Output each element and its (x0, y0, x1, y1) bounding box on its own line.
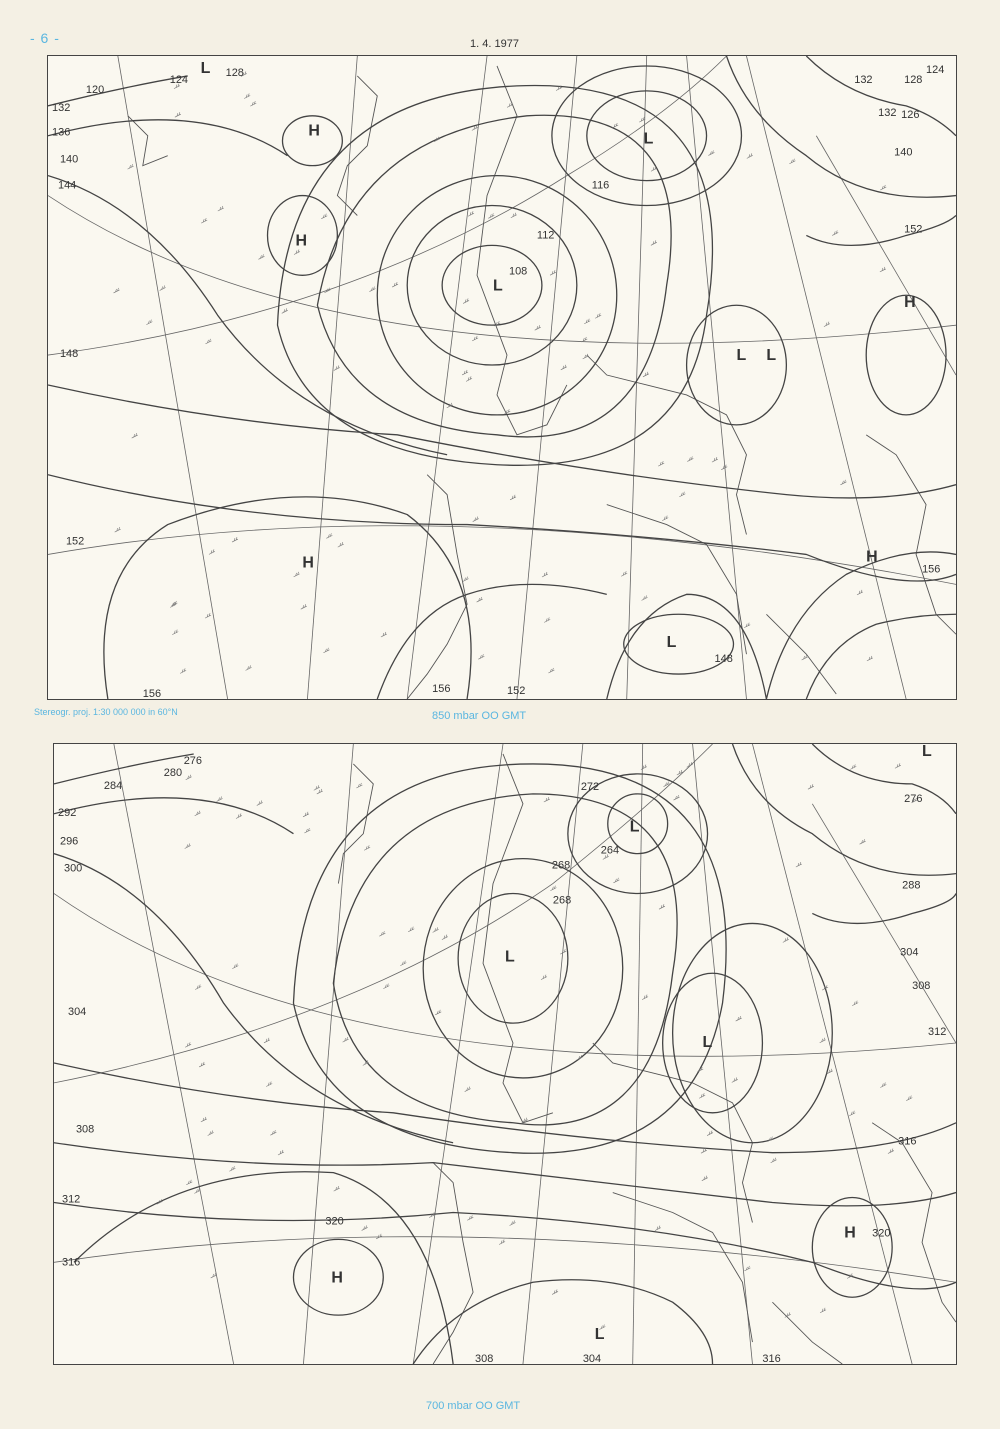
projection-note: Stereogr. proj. 1:30 000 000 in 60°N (34, 707, 178, 717)
station-mark (317, 789, 323, 794)
station-mark (674, 795, 680, 800)
station-mark (468, 211, 474, 216)
svg-text:276: 276 (183, 754, 203, 767)
center-label: L (922, 744, 932, 760)
station-mark (550, 270, 556, 275)
station-mark (581, 337, 587, 342)
station-mark (180, 668, 186, 673)
svg-text:124: 124 (169, 73, 189, 86)
station-mark (258, 254, 264, 259)
center-label: L (702, 1034, 713, 1052)
station-mark (747, 153, 753, 158)
station-mark (824, 322, 830, 327)
page-date: 1. 4. 1977 (470, 38, 519, 50)
station-mark (659, 904, 665, 909)
station-mark (379, 931, 385, 936)
station-mark (850, 764, 856, 769)
station-mark (621, 571, 627, 576)
center-label: H (331, 1269, 343, 1287)
station-mark (732, 1077, 738, 1082)
station-mark (244, 94, 250, 99)
station-mark (294, 572, 300, 577)
station-mark (132, 433, 138, 438)
station-mark (236, 813, 242, 818)
svg-text:120: 120 (85, 83, 105, 96)
center-label: L (736, 347, 747, 365)
station-mark (376, 1234, 382, 1239)
station-mark (860, 839, 866, 844)
center-label: L (493, 277, 503, 295)
station-mark (707, 1131, 713, 1136)
station-mark (840, 480, 846, 485)
svg-text:300: 300 (63, 862, 83, 875)
contour-labels (58, 755, 946, 1364)
station-mark (477, 597, 483, 602)
station-mark (802, 655, 808, 660)
svg-text:156: 156 (432, 683, 451, 696)
svg-text:264: 264 (600, 844, 620, 857)
svg-text:320: 320 (872, 1227, 891, 1240)
svg-text:312: 312 (928, 1026, 947, 1039)
map-850mbar (47, 55, 957, 700)
station-mark (708, 150, 714, 155)
station-mark (185, 1042, 191, 1047)
station-mark (264, 1038, 270, 1043)
station-mark (334, 1186, 340, 1191)
station-mark (356, 783, 362, 788)
station-mark (677, 770, 683, 775)
map-700mbar (53, 743, 957, 1365)
station-mark (857, 590, 863, 595)
station-mark (400, 961, 406, 966)
svg-text:296: 296 (59, 835, 79, 848)
svg-text:304: 304 (900, 946, 919, 959)
station-mark (381, 632, 387, 637)
station-mark (642, 595, 648, 600)
station-mark (488, 213, 494, 218)
station-mark (542, 572, 548, 577)
station-mark (744, 623, 750, 628)
center-label: L (629, 818, 640, 836)
station-mark (323, 648, 329, 653)
station-mark (218, 206, 224, 211)
station-mark (186, 775, 192, 780)
station-mark (209, 549, 215, 554)
svg-text:152: 152 (65, 535, 85, 548)
station-mark (783, 937, 789, 942)
svg-text:316: 316 (762, 1353, 781, 1364)
station-mark (338, 542, 344, 547)
svg-text:132: 132 (51, 101, 71, 114)
svg-text:308: 308 (75, 1123, 95, 1136)
station-mark (146, 320, 152, 325)
station-mark (301, 604, 307, 609)
station-mark (736, 1016, 742, 1021)
svg-text:140: 140 (894, 146, 913, 159)
station-mark (744, 1266, 750, 1271)
svg-text:152: 152 (506, 685, 526, 698)
station-mark (282, 308, 288, 313)
svg-text:312: 312 (61, 1193, 81, 1206)
station-mark (472, 336, 478, 341)
station-observations (157, 762, 921, 1329)
station-mark (771, 1158, 777, 1163)
svg-text:126: 126 (901, 108, 920, 121)
center-label: L (766, 347, 777, 365)
station-mark (270, 1130, 276, 1135)
station-mark (849, 1111, 855, 1116)
station-mark (201, 1117, 207, 1122)
station-mark (535, 325, 541, 330)
station-mark (612, 123, 618, 128)
svg-text:128: 128 (225, 66, 244, 79)
svg-text:140: 140 (59, 153, 79, 166)
station-mark (467, 1215, 473, 1220)
station-mark (544, 797, 550, 802)
station-mark (583, 354, 589, 359)
station-mark (435, 1010, 441, 1015)
pressure-centers (331, 744, 932, 1343)
station-mark (880, 267, 886, 272)
svg-text:132: 132 (878, 106, 897, 119)
svg-text:308: 308 (912, 980, 931, 993)
station-mark (114, 288, 120, 293)
station-mark (679, 492, 685, 497)
station-mark (478, 654, 484, 659)
station-mark (643, 372, 649, 377)
station-mark (888, 1149, 894, 1154)
center-label: H (904, 294, 916, 312)
station-mark (465, 1087, 471, 1092)
station-mark (820, 1038, 826, 1043)
station-mark (544, 617, 550, 622)
station-mark (232, 537, 238, 542)
station-mark (195, 985, 201, 990)
page-number: - 6 - (30, 30, 60, 46)
station-mark (561, 365, 567, 370)
station-mark (250, 101, 256, 106)
svg-text:304: 304 (67, 1006, 87, 1019)
station-mark (392, 282, 398, 287)
station-mark (796, 862, 802, 867)
station-mark (687, 456, 693, 461)
station-mark (880, 1082, 886, 1087)
station-mark (408, 927, 414, 932)
svg-text:320: 320 (325, 1215, 344, 1228)
station-mark (473, 517, 479, 522)
station-mark (175, 112, 181, 117)
svg-text:132: 132 (854, 73, 873, 86)
map-caption-850: 850 mbar OO GMT (432, 710, 527, 722)
station-mark (499, 1240, 505, 1245)
station-mark (326, 533, 332, 538)
station-mark (314, 785, 320, 790)
station-mark (584, 319, 590, 324)
svg-text:316: 316 (898, 1135, 917, 1148)
svg-text:292: 292 (57, 806, 77, 819)
svg-text:152: 152 (904, 223, 923, 236)
center-label: L (200, 59, 211, 77)
center-label: L (666, 634, 677, 652)
station-mark (510, 495, 516, 500)
svg-text:148: 148 (714, 653, 733, 666)
station-mark (595, 313, 601, 318)
center-label: L (594, 1326, 605, 1344)
station-mark (808, 784, 814, 789)
center-label: H (308, 122, 320, 140)
station-mark (550, 886, 556, 891)
station-mark (702, 1176, 708, 1181)
station-mark (852, 1001, 858, 1006)
station-mark (199, 1062, 205, 1067)
station-mark (662, 516, 668, 521)
map-850-svg (48, 56, 956, 699)
station-mark (304, 828, 310, 833)
station-mark (232, 964, 238, 969)
station-mark (205, 339, 211, 344)
station-mark (369, 287, 375, 292)
svg-text:112: 112 (536, 229, 555, 242)
map-700-svg (54, 744, 956, 1364)
station-mark (383, 984, 389, 989)
station-mark (128, 164, 134, 169)
station-mark (246, 665, 252, 670)
svg-text:128: 128 (904, 73, 923, 86)
station-mark (364, 845, 370, 850)
center-label: L (643, 130, 654, 148)
station-mark (294, 250, 300, 255)
station-mark (442, 935, 448, 940)
svg-text:288: 288 (902, 879, 921, 892)
station-mark (613, 878, 619, 883)
station-mark (466, 376, 472, 381)
station-mark (185, 844, 191, 849)
station-mark (552, 1289, 558, 1294)
station-mark (867, 656, 873, 661)
station-mark (201, 218, 207, 223)
coastlines (128, 63, 956, 699)
station-mark (510, 1221, 516, 1226)
svg-text:316: 316 (61, 1256, 81, 1269)
svg-text:304: 304 (582, 1353, 602, 1364)
station-mark (115, 527, 121, 532)
pressure-centers (201, 60, 916, 651)
svg-text:276: 276 (904, 792, 923, 805)
station-mark (463, 577, 469, 582)
station-mark (721, 465, 727, 470)
station-mark (303, 812, 309, 817)
center-label: H (844, 1224, 856, 1242)
graticule (48, 56, 956, 699)
station-mark (278, 1150, 284, 1155)
svg-text:156: 156 (142, 688, 162, 699)
station-mark (463, 298, 469, 303)
svg-text:284: 284 (103, 779, 123, 792)
station-mark (433, 927, 439, 932)
station-mark (712, 457, 718, 462)
station-mark (906, 1096, 912, 1101)
station-mark (651, 240, 657, 245)
station-mark (334, 365, 340, 370)
station-mark (266, 1082, 272, 1087)
center-label: H (866, 548, 878, 566)
svg-text:308: 308 (475, 1353, 494, 1364)
station-mark (195, 811, 201, 816)
svg-text:144: 144 (57, 179, 77, 192)
station-mark (832, 230, 838, 235)
station-mark (343, 1037, 349, 1042)
station-mark (658, 461, 664, 466)
station-mark (789, 159, 795, 164)
svg-text:108: 108 (508, 265, 528, 278)
station-mark (160, 285, 166, 290)
station-mark (511, 213, 517, 218)
height-contours (54, 744, 956, 1364)
station-mark (217, 796, 223, 801)
svg-text:272: 272 (580, 780, 600, 793)
station-mark (641, 765, 647, 770)
svg-text:280: 280 (163, 766, 183, 779)
svg-text:124: 124 (926, 63, 945, 76)
svg-text:268: 268 (552, 894, 572, 907)
station-mark (541, 975, 547, 980)
station-mark (208, 1131, 214, 1136)
station-mark (880, 185, 886, 190)
station-mark (548, 668, 554, 673)
station-mark (655, 1226, 661, 1231)
center-label: L (505, 948, 515, 966)
station-mark (186, 1180, 192, 1185)
station-mark (229, 1166, 235, 1171)
center-label: H (295, 232, 307, 250)
station-mark (321, 214, 327, 219)
station-mark (362, 1225, 368, 1230)
map-caption-700: 700 mbar OO GMT (426, 1400, 521, 1412)
center-label: H (302, 554, 314, 572)
station-mark (767, 1137, 773, 1142)
svg-text:268: 268 (551, 859, 571, 872)
height-contours (48, 56, 956, 699)
station-mark (257, 800, 263, 805)
svg-text:148: 148 (59, 348, 79, 361)
svg-text:156: 156 (922, 563, 941, 576)
graticule (54, 744, 956, 1364)
station-mark (205, 613, 211, 618)
station-mark (895, 763, 901, 768)
svg-text:136: 136 (51, 126, 71, 139)
svg-text:116: 116 (591, 179, 610, 192)
station-mark (172, 630, 178, 635)
station-mark (462, 370, 468, 375)
station-mark (642, 995, 648, 1000)
station-mark (699, 1093, 705, 1098)
station-mark (820, 1308, 826, 1313)
